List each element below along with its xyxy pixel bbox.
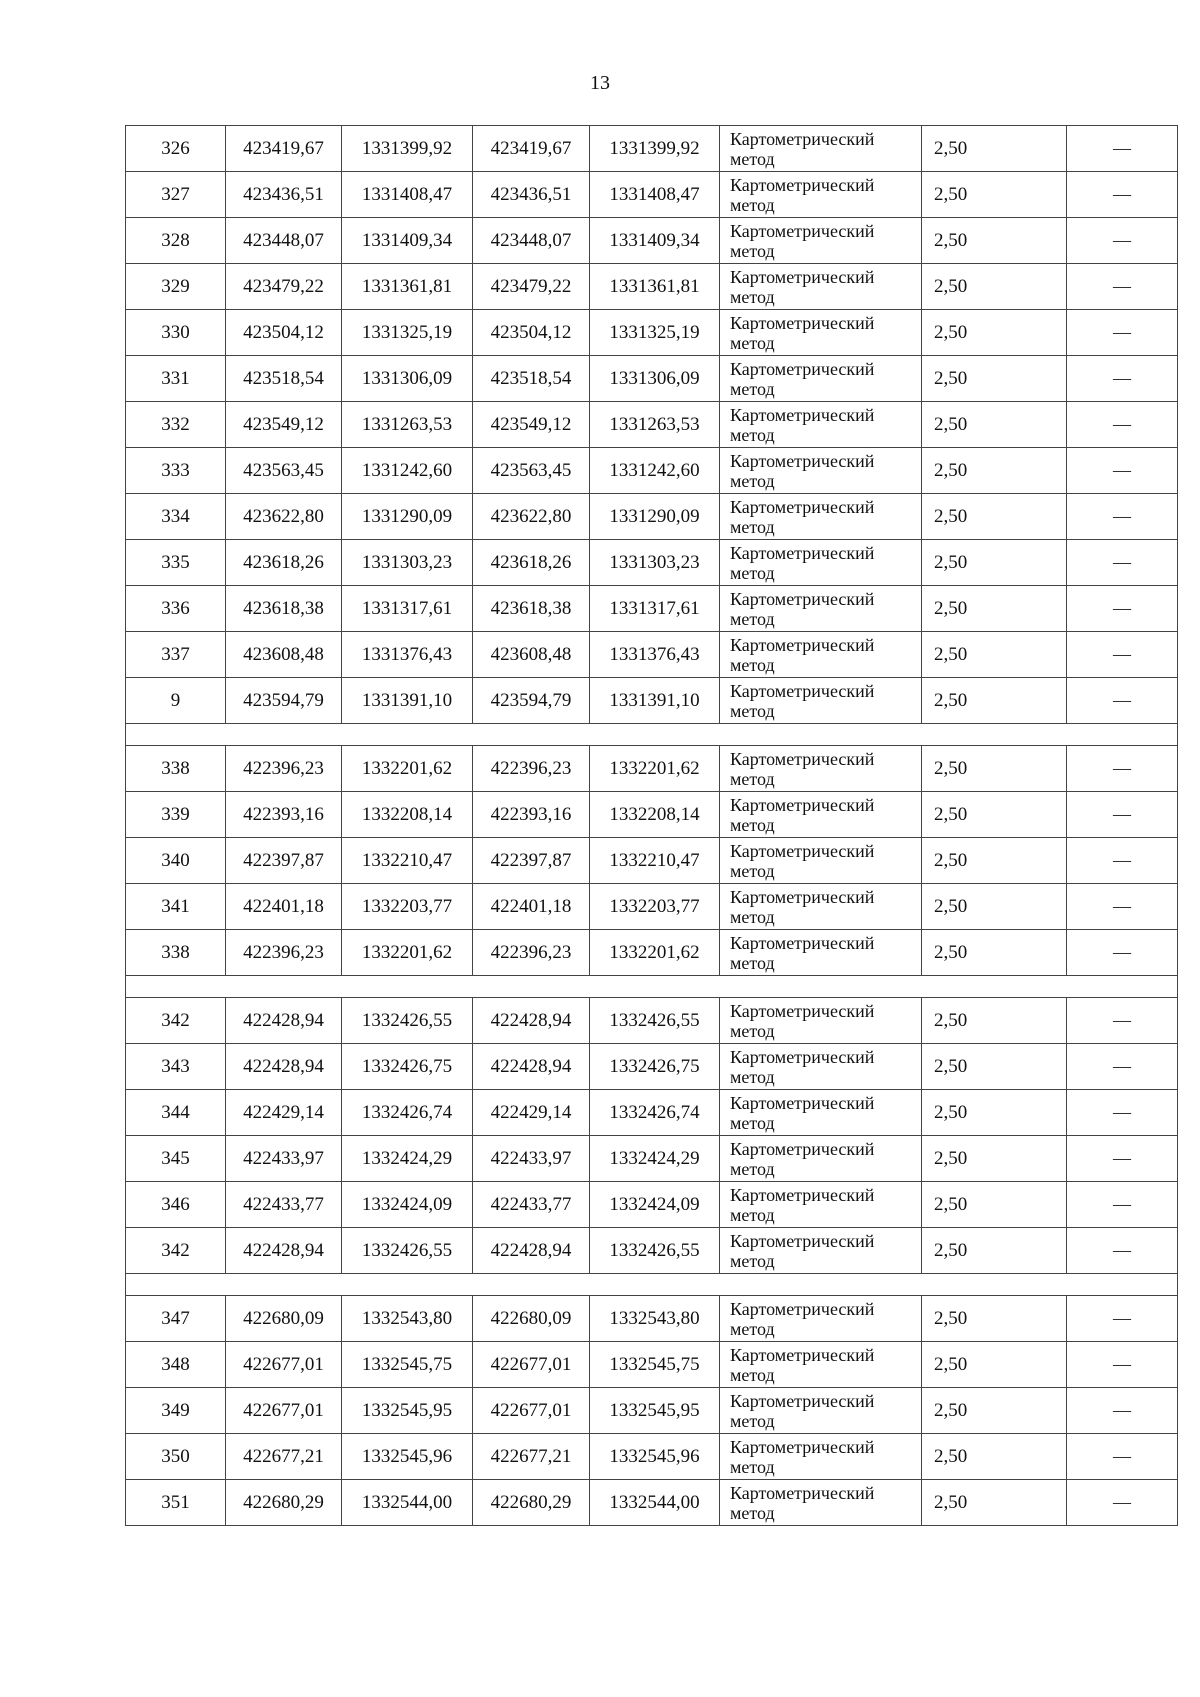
note-cell: —: [1067, 1342, 1178, 1388]
table-row: [126, 1388, 1178, 1434]
table-row: [126, 448, 1178, 494]
y-existing-cell: 1332545,75: [342, 1342, 473, 1388]
x-existing-cell: 422428,94: [226, 1228, 342, 1274]
y-refined-cell: 1331399,92: [590, 126, 720, 172]
x-existing-cell: 423594,79: [226, 678, 342, 724]
y-existing-cell: 1331391,10: [342, 678, 473, 724]
accuracy-cell: 2,50: [922, 632, 1067, 678]
y-existing-cell: 1332210,47: [342, 838, 473, 884]
x-existing-cell: 422677,21: [226, 1434, 342, 1480]
note-cell: —: [1067, 838, 1178, 884]
y-refined-cell: 1332424,29: [590, 1136, 720, 1182]
y-existing-cell: 1332201,62: [342, 930, 473, 976]
y-existing-cell: 1331242,60: [342, 448, 473, 494]
y-existing-cell: 1332426,74: [342, 1090, 473, 1136]
y-existing-cell: 1332545,96: [342, 1434, 473, 1480]
table-row: [126, 1090, 1178, 1136]
x-refined-cell: 422680,09: [473, 1296, 590, 1342]
accuracy-cell: 2,50: [922, 356, 1067, 402]
y-refined-cell: 1332545,95: [590, 1388, 720, 1434]
note-cell: —: [1067, 448, 1178, 494]
method-cell: Картометрический метод: [720, 1296, 922, 1342]
y-refined-cell: 1332543,80: [590, 1296, 720, 1342]
accuracy-cell: 2,50: [922, 792, 1067, 838]
table-row: [126, 494, 1178, 540]
x-existing-cell: 422677,01: [226, 1388, 342, 1434]
method-cell: Картометрический метод: [720, 172, 922, 218]
x-existing-cell: 422428,94: [226, 1044, 342, 1090]
y-existing-cell: 1331325,19: [342, 310, 473, 356]
method-cell: Картометрический метод: [720, 540, 922, 586]
note-cell: —: [1067, 126, 1178, 172]
y-refined-cell: 1332201,62: [590, 930, 720, 976]
point-number-cell: 350: [126, 1434, 226, 1480]
x-existing-cell: 422401,18: [226, 884, 342, 930]
y-refined-cell: 1332208,14: [590, 792, 720, 838]
x-refined-cell: 422428,94: [473, 1228, 590, 1274]
note-cell: —: [1067, 1296, 1178, 1342]
x-refined-cell: 423436,51: [473, 172, 590, 218]
x-existing-cell: 422396,23: [226, 746, 342, 792]
y-refined-cell: 1331361,81: [590, 264, 720, 310]
method-cell: Картометрический метод: [720, 126, 922, 172]
table-row: [126, 746, 1178, 792]
x-refined-cell: 423504,12: [473, 310, 590, 356]
accuracy-cell: 2,50: [922, 1044, 1067, 1090]
y-existing-cell: 1331306,09: [342, 356, 473, 402]
y-refined-cell: 1332203,77: [590, 884, 720, 930]
method-cell: Картометрический метод: [720, 998, 922, 1044]
note-cell: —: [1067, 264, 1178, 310]
accuracy-cell: 2,50: [922, 402, 1067, 448]
method-cell: Картометрический метод: [720, 1090, 922, 1136]
y-refined-cell: 1332426,55: [590, 1228, 720, 1274]
note-cell: —: [1067, 632, 1178, 678]
x-existing-cell: 423563,45: [226, 448, 342, 494]
accuracy-cell: 2,50: [922, 1342, 1067, 1388]
x-refined-cell: 422677,01: [473, 1342, 590, 1388]
method-cell: Картометрический метод: [720, 1182, 922, 1228]
note-cell: —: [1067, 746, 1178, 792]
y-refined-cell: 1332426,55: [590, 998, 720, 1044]
point-number-cell: 335: [126, 540, 226, 586]
y-refined-cell: 1331242,60: [590, 448, 720, 494]
x-refined-cell: 423618,38: [473, 586, 590, 632]
note-cell: —: [1067, 310, 1178, 356]
accuracy-cell: 2,50: [922, 930, 1067, 976]
x-existing-cell: 423436,51: [226, 172, 342, 218]
x-existing-cell: 423518,54: [226, 356, 342, 402]
separator-cell: [126, 976, 1178, 998]
y-existing-cell: 1332426,55: [342, 998, 473, 1044]
y-refined-cell: 1332201,62: [590, 746, 720, 792]
table-row: [126, 1228, 1178, 1274]
note-cell: —: [1067, 1434, 1178, 1480]
note-cell: —: [1067, 356, 1178, 402]
x-refined-cell: 422428,94: [473, 1044, 590, 1090]
y-refined-cell: 1331391,10: [590, 678, 720, 724]
accuracy-cell: 2,50: [922, 1480, 1067, 1526]
accuracy-cell: 2,50: [922, 1090, 1067, 1136]
note-cell: —: [1067, 930, 1178, 976]
accuracy-cell: 2,50: [922, 1182, 1067, 1228]
y-refined-cell: 1331376,43: [590, 632, 720, 678]
note-cell: —: [1067, 998, 1178, 1044]
x-refined-cell: 422396,23: [473, 746, 590, 792]
y-refined-cell: 1332426,74: [590, 1090, 720, 1136]
x-existing-cell: 423479,22: [226, 264, 342, 310]
point-number-cell: 342: [126, 998, 226, 1044]
method-cell: Картометрический метод: [720, 792, 922, 838]
table-row: [126, 838, 1178, 884]
method-cell: Картометрический метод: [720, 310, 922, 356]
accuracy-cell: 2,50: [922, 884, 1067, 930]
method-cell: Картометрический метод: [720, 1342, 922, 1388]
table-row: [126, 264, 1178, 310]
point-number-cell: 344: [126, 1090, 226, 1136]
table-row: [126, 632, 1178, 678]
note-cell: —: [1067, 218, 1178, 264]
x-existing-cell: 423419,67: [226, 126, 342, 172]
point-number-cell: 347: [126, 1296, 226, 1342]
x-refined-cell: 423549,12: [473, 402, 590, 448]
x-existing-cell: 423622,80: [226, 494, 342, 540]
accuracy-cell: 2,50: [922, 1136, 1067, 1182]
y-existing-cell: 1331408,47: [342, 172, 473, 218]
table-row: [126, 930, 1178, 976]
y-refined-cell: 1332545,96: [590, 1434, 720, 1480]
x-refined-cell: 422677,21: [473, 1434, 590, 1480]
method-cell: Картометрический метод: [720, 1388, 922, 1434]
x-refined-cell: 423618,26: [473, 540, 590, 586]
point-number-cell: 9: [126, 678, 226, 724]
y-existing-cell: 1332208,14: [342, 792, 473, 838]
x-existing-cell: 423448,07: [226, 218, 342, 264]
method-cell: Картометрический метод: [720, 1044, 922, 1090]
x-refined-cell: 422428,94: [473, 998, 590, 1044]
note-cell: —: [1067, 1090, 1178, 1136]
accuracy-cell: 2,50: [922, 1388, 1067, 1434]
accuracy-cell: 2,50: [922, 494, 1067, 540]
y-refined-cell: 1331409,34: [590, 218, 720, 264]
x-refined-cell: 422397,87: [473, 838, 590, 884]
x-refined-cell: 422401,18: [473, 884, 590, 930]
x-existing-cell: 422428,94: [226, 998, 342, 1044]
y-existing-cell: 1331409,34: [342, 218, 473, 264]
method-cell: Картометрический метод: [720, 838, 922, 884]
table-row: [126, 678, 1178, 724]
coordinates-table: [125, 125, 1178, 1526]
table-row: [126, 1136, 1178, 1182]
contour-separator-row: [126, 976, 1178, 998]
method-cell: Картометрический метод: [720, 402, 922, 448]
x-existing-cell: 423618,38: [226, 586, 342, 632]
x-refined-cell: 422433,97: [473, 1136, 590, 1182]
table-row: [126, 126, 1178, 172]
note-cell: —: [1067, 792, 1178, 838]
x-existing-cell: 423504,12: [226, 310, 342, 356]
point-number-cell: 342: [126, 1228, 226, 1274]
y-refined-cell: 1332210,47: [590, 838, 720, 884]
note-cell: —: [1067, 884, 1178, 930]
table-row: [126, 1182, 1178, 1228]
table-row: [126, 218, 1178, 264]
y-existing-cell: 1332543,80: [342, 1296, 473, 1342]
table-row: [126, 1044, 1178, 1090]
method-cell: Картометрический метод: [720, 356, 922, 402]
accuracy-cell: 2,50: [922, 1434, 1067, 1480]
x-refined-cell: 423563,45: [473, 448, 590, 494]
note-cell: —: [1067, 1136, 1178, 1182]
y-existing-cell: 1331399,92: [342, 126, 473, 172]
separator-cell: [126, 724, 1178, 746]
x-existing-cell: 423618,26: [226, 540, 342, 586]
x-existing-cell: 422680,09: [226, 1296, 342, 1342]
accuracy-cell: 2,50: [922, 746, 1067, 792]
method-cell: Картометрический метод: [720, 218, 922, 264]
note-cell: —: [1067, 1228, 1178, 1274]
table-row: [126, 1296, 1178, 1342]
method-cell: Картометрический метод: [720, 586, 922, 632]
accuracy-cell: 2,50: [922, 264, 1067, 310]
point-number-cell: 330: [126, 310, 226, 356]
y-refined-cell: 1331325,19: [590, 310, 720, 356]
method-cell: Картометрический метод: [720, 1228, 922, 1274]
accuracy-cell: 2,50: [922, 586, 1067, 632]
point-number-cell: 336: [126, 586, 226, 632]
accuracy-cell: 2,50: [922, 540, 1067, 586]
y-existing-cell: 1331263,53: [342, 402, 473, 448]
x-existing-cell: 423549,12: [226, 402, 342, 448]
note-cell: —: [1067, 586, 1178, 632]
point-number-cell: 331: [126, 356, 226, 402]
accuracy-cell: 2,50: [922, 448, 1067, 494]
point-number-cell: 340: [126, 838, 226, 884]
x-refined-cell: 422433,77: [473, 1182, 590, 1228]
x-refined-cell: 423594,79: [473, 678, 590, 724]
method-cell: Картометрический метод: [720, 884, 922, 930]
accuracy-cell: 2,50: [922, 1296, 1067, 1342]
y-existing-cell: 1331290,09: [342, 494, 473, 540]
point-number-cell: 338: [126, 746, 226, 792]
y-refined-cell: 1331317,61: [590, 586, 720, 632]
page-number: 13: [590, 72, 610, 94]
x-existing-cell: 422677,01: [226, 1342, 342, 1388]
accuracy-cell: 2,50: [922, 1228, 1067, 1274]
method-cell: Картометрический метод: [720, 494, 922, 540]
method-cell: Картометрический метод: [720, 632, 922, 678]
accuracy-cell: 2,50: [922, 172, 1067, 218]
point-number-cell: 343: [126, 1044, 226, 1090]
point-number-cell: 341: [126, 884, 226, 930]
x-existing-cell: 422429,14: [226, 1090, 342, 1136]
x-refined-cell: 422393,16: [473, 792, 590, 838]
y-refined-cell: 1332426,75: [590, 1044, 720, 1090]
y-existing-cell: 1332203,77: [342, 884, 473, 930]
y-refined-cell: 1331303,23: [590, 540, 720, 586]
y-existing-cell: 1331376,43: [342, 632, 473, 678]
accuracy-cell: 2,50: [922, 126, 1067, 172]
point-number-cell: 337: [126, 632, 226, 678]
x-refined-cell: 422680,29: [473, 1480, 590, 1526]
table-row: [126, 884, 1178, 930]
point-number-cell: 346: [126, 1182, 226, 1228]
accuracy-cell: 2,50: [922, 838, 1067, 884]
x-refined-cell: 422429,14: [473, 1090, 590, 1136]
point-number-cell: 333: [126, 448, 226, 494]
note-cell: —: [1067, 540, 1178, 586]
point-number-cell: 349: [126, 1388, 226, 1434]
point-number-cell: 328: [126, 218, 226, 264]
method-cell: Картометрический метод: [720, 448, 922, 494]
separator-cell: [126, 1274, 1178, 1296]
accuracy-cell: 2,50: [922, 678, 1067, 724]
note-cell: —: [1067, 172, 1178, 218]
point-number-cell: 345: [126, 1136, 226, 1182]
point-number-cell: 334: [126, 494, 226, 540]
note-cell: —: [1067, 1388, 1178, 1434]
method-cell: Картометрический метод: [720, 1434, 922, 1480]
point-number-cell: 339: [126, 792, 226, 838]
x-refined-cell: 423518,54: [473, 356, 590, 402]
note-cell: —: [1067, 494, 1178, 540]
table-row: [126, 1434, 1178, 1480]
note-cell: —: [1067, 1044, 1178, 1090]
y-existing-cell: 1332201,62: [342, 746, 473, 792]
method-cell: Картометрический метод: [720, 264, 922, 310]
x-existing-cell: 422397,87: [226, 838, 342, 884]
x-refined-cell: 423479,22: [473, 264, 590, 310]
x-existing-cell: 422680,29: [226, 1480, 342, 1526]
point-number-cell: 348: [126, 1342, 226, 1388]
table-row: [126, 540, 1178, 586]
point-number-cell: 338: [126, 930, 226, 976]
contour-separator-row: [126, 1274, 1178, 1296]
accuracy-cell: 2,50: [922, 310, 1067, 356]
x-refined-cell: 423419,67: [473, 126, 590, 172]
x-refined-cell: 422396,23: [473, 930, 590, 976]
table-row: [126, 1342, 1178, 1388]
x-existing-cell: 422433,77: [226, 1182, 342, 1228]
y-existing-cell: 1332424,09: [342, 1182, 473, 1228]
y-existing-cell: 1332426,55: [342, 1228, 473, 1274]
y-refined-cell: 1332544,00: [590, 1480, 720, 1526]
table-body: [126, 126, 1178, 1526]
table-row: [126, 792, 1178, 838]
point-number-cell: 351: [126, 1480, 226, 1526]
accuracy-cell: 2,50: [922, 218, 1067, 264]
point-number-cell: 326: [126, 126, 226, 172]
table-row: [126, 586, 1178, 632]
y-existing-cell: 1332544,00: [342, 1480, 473, 1526]
point-number-cell: 327: [126, 172, 226, 218]
x-refined-cell: 423448,07: [473, 218, 590, 264]
y-existing-cell: 1331303,23: [342, 540, 473, 586]
note-cell: —: [1067, 1480, 1178, 1526]
y-existing-cell: 1332426,75: [342, 1044, 473, 1090]
method-cell: Картометрический метод: [720, 678, 922, 724]
y-existing-cell: 1331361,81: [342, 264, 473, 310]
table-row: [126, 310, 1178, 356]
x-refined-cell: 423622,80: [473, 494, 590, 540]
point-number-cell: 329: [126, 264, 226, 310]
y-refined-cell: 1332545,75: [590, 1342, 720, 1388]
x-existing-cell: 422433,97: [226, 1136, 342, 1182]
y-existing-cell: 1332545,95: [342, 1388, 473, 1434]
x-existing-cell: 423608,48: [226, 632, 342, 678]
note-cell: —: [1067, 678, 1178, 724]
x-refined-cell: 422677,01: [473, 1388, 590, 1434]
y-existing-cell: 1331317,61: [342, 586, 473, 632]
y-refined-cell: 1331306,09: [590, 356, 720, 402]
note-cell: —: [1067, 1182, 1178, 1228]
method-cell: Картометрический метод: [720, 746, 922, 792]
y-refined-cell: 1331408,47: [590, 172, 720, 218]
table-row: [126, 402, 1178, 448]
method-cell: Картометрический метод: [720, 1480, 922, 1526]
method-cell: Картометрический метод: [720, 1136, 922, 1182]
method-cell: Картометрический метод: [720, 930, 922, 976]
contour-separator-row: [126, 724, 1178, 746]
x-refined-cell: 423608,48: [473, 632, 590, 678]
table-row: [126, 172, 1178, 218]
x-existing-cell: 422396,23: [226, 930, 342, 976]
y-refined-cell: 1331263,53: [590, 402, 720, 448]
table-row: [126, 1480, 1178, 1526]
y-refined-cell: 1331290,09: [590, 494, 720, 540]
table-row: [126, 356, 1178, 402]
accuracy-cell: 2,50: [922, 998, 1067, 1044]
table-row: [126, 998, 1178, 1044]
y-existing-cell: 1332424,29: [342, 1136, 473, 1182]
point-number-cell: 332: [126, 402, 226, 448]
x-existing-cell: 422393,16: [226, 792, 342, 838]
note-cell: —: [1067, 402, 1178, 448]
y-refined-cell: 1332424,09: [590, 1182, 720, 1228]
